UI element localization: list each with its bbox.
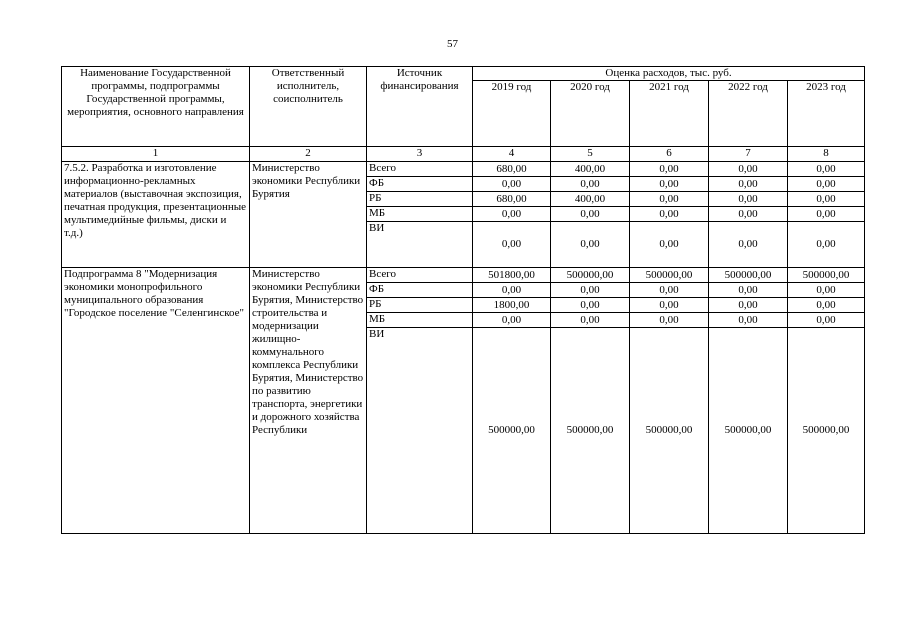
value-cell: 500000,00 <box>788 328 865 534</box>
header-year: 2019 год <box>473 81 551 147</box>
header-source: Источник финансирования <box>367 67 473 147</box>
value-cell: 0,00 <box>788 207 865 222</box>
value-cell: 400,00 <box>551 192 630 207</box>
table-row <box>62 268 865 283</box>
value-cell: 0,00 <box>473 207 551 222</box>
value-cell: 0,00 <box>473 177 551 192</box>
value-cell: 0,00 <box>709 222 788 268</box>
value-cell: 0,00 <box>709 298 788 313</box>
value-cell: 0,00 <box>630 313 709 328</box>
value-cell: 500000,00 <box>788 268 865 283</box>
index-cell: 5 <box>551 147 630 162</box>
value-cell: 400,00 <box>551 162 630 177</box>
source-label: Всего <box>367 162 473 177</box>
value-cell: 0,00 <box>709 207 788 222</box>
value-cell: 0,00 <box>630 162 709 177</box>
value-cell: 500000,00 <box>551 328 630 534</box>
value-cell: 500000,00 <box>473 328 551 534</box>
index-cell: 2 <box>250 147 367 162</box>
value-cell: 0,00 <box>788 222 865 268</box>
source-label: ФБ <box>367 283 473 298</box>
index-cell: 4 <box>473 147 551 162</box>
source-label: Всего <box>367 268 473 283</box>
page-number: 57 <box>447 38 458 50</box>
value-cell: 680,00 <box>473 162 551 177</box>
value-cell: 0,00 <box>630 298 709 313</box>
value-cell: 0,00 <box>551 222 630 268</box>
header-responsible: Ответственный исполнитель, соисполнитель <box>250 67 367 147</box>
source-label: ВИ <box>367 328 473 534</box>
value-cell: 1800,00 <box>473 298 551 313</box>
value-cell: 500000,00 <box>709 268 788 283</box>
index-row <box>62 147 865 162</box>
item-name: 7.5.2. Разработка и изготовление информационно-рекламных материалов (выставочная экспозиция, печатная продукция, презентационные мультимедийные фильмы, диски и т.д.) <box>62 162 250 268</box>
value-cell: 0,00 <box>473 283 551 298</box>
value-cell: 0,00 <box>551 177 630 192</box>
value-cell: 0,00 <box>473 222 551 268</box>
value-cell: 0,00 <box>551 298 630 313</box>
header-year: 2021 год <box>630 81 709 147</box>
value-cell: 500000,00 <box>709 328 788 534</box>
item-responsible: Министерство экономики Республики Бурятия <box>250 162 367 268</box>
value-cell: 0,00 <box>630 222 709 268</box>
index-cell: 8 <box>788 147 865 162</box>
value-cell: 0,00 <box>788 162 865 177</box>
value-cell: 0,00 <box>551 313 630 328</box>
value-cell: 0,00 <box>551 283 630 298</box>
index-cell: 3 <box>367 147 473 162</box>
header-row <box>62 67 865 81</box>
value-cell: 0,00 <box>709 162 788 177</box>
value-cell: 0,00 <box>709 177 788 192</box>
value-cell: 0,00 <box>709 313 788 328</box>
value-cell: 500000,00 <box>551 268 630 283</box>
value-cell: 0,00 <box>630 207 709 222</box>
header-estimate: Оценка расходов, тыс. руб. <box>473 67 865 81</box>
source-label: ВИ <box>367 222 473 268</box>
value-cell: 0,00 <box>630 192 709 207</box>
source-label: МБ <box>367 313 473 328</box>
table-row <box>62 162 865 177</box>
source-label: РБ <box>367 298 473 313</box>
budget-table <box>61 66 865 534</box>
value-cell: 501800,00 <box>473 268 551 283</box>
index-cell: 1 <box>62 147 250 162</box>
source-label: ФБ <box>367 177 473 192</box>
value-cell: 0,00 <box>630 177 709 192</box>
value-cell: 0,00 <box>788 298 865 313</box>
value-cell: 0,00 <box>630 283 709 298</box>
value-cell: 0,00 <box>788 177 865 192</box>
header-name: Наименование Государственной программы, подпрограммы Государственной программы, мероприятия, основного направления <box>62 67 250 147</box>
value-cell: 0,00 <box>788 313 865 328</box>
value-cell: 0,00 <box>473 313 551 328</box>
item-responsible: Министерство экономики Республики Бурятия, Министерство строительства и модернизации жилищно-коммунального комплекса Республики Бурятия, Министерство по развитию транспорта, энергетики и дорожного хозяйства Республики <box>250 268 367 534</box>
value-cell: 500000,00 <box>630 328 709 534</box>
header-year: 2020 год <box>551 81 630 147</box>
source-label: РБ <box>367 192 473 207</box>
value-cell: 0,00 <box>551 207 630 222</box>
index-cell: 7 <box>709 147 788 162</box>
source-label: МБ <box>367 207 473 222</box>
value-cell: 0,00 <box>709 192 788 207</box>
value-cell: 0,00 <box>788 192 865 207</box>
item-name: Подпрограмма 8 "Модернизация экономики монопрофильного муниципального образования "Городское поселение "Селенгинское" <box>62 268 250 534</box>
header-year: 2022 год <box>709 81 788 147</box>
value-cell: 680,00 <box>473 192 551 207</box>
value-cell: 0,00 <box>788 283 865 298</box>
value-cell: 0,00 <box>709 283 788 298</box>
header-year: 2023 год <box>788 81 865 147</box>
index-cell: 6 <box>630 147 709 162</box>
value-cell: 500000,00 <box>630 268 709 283</box>
